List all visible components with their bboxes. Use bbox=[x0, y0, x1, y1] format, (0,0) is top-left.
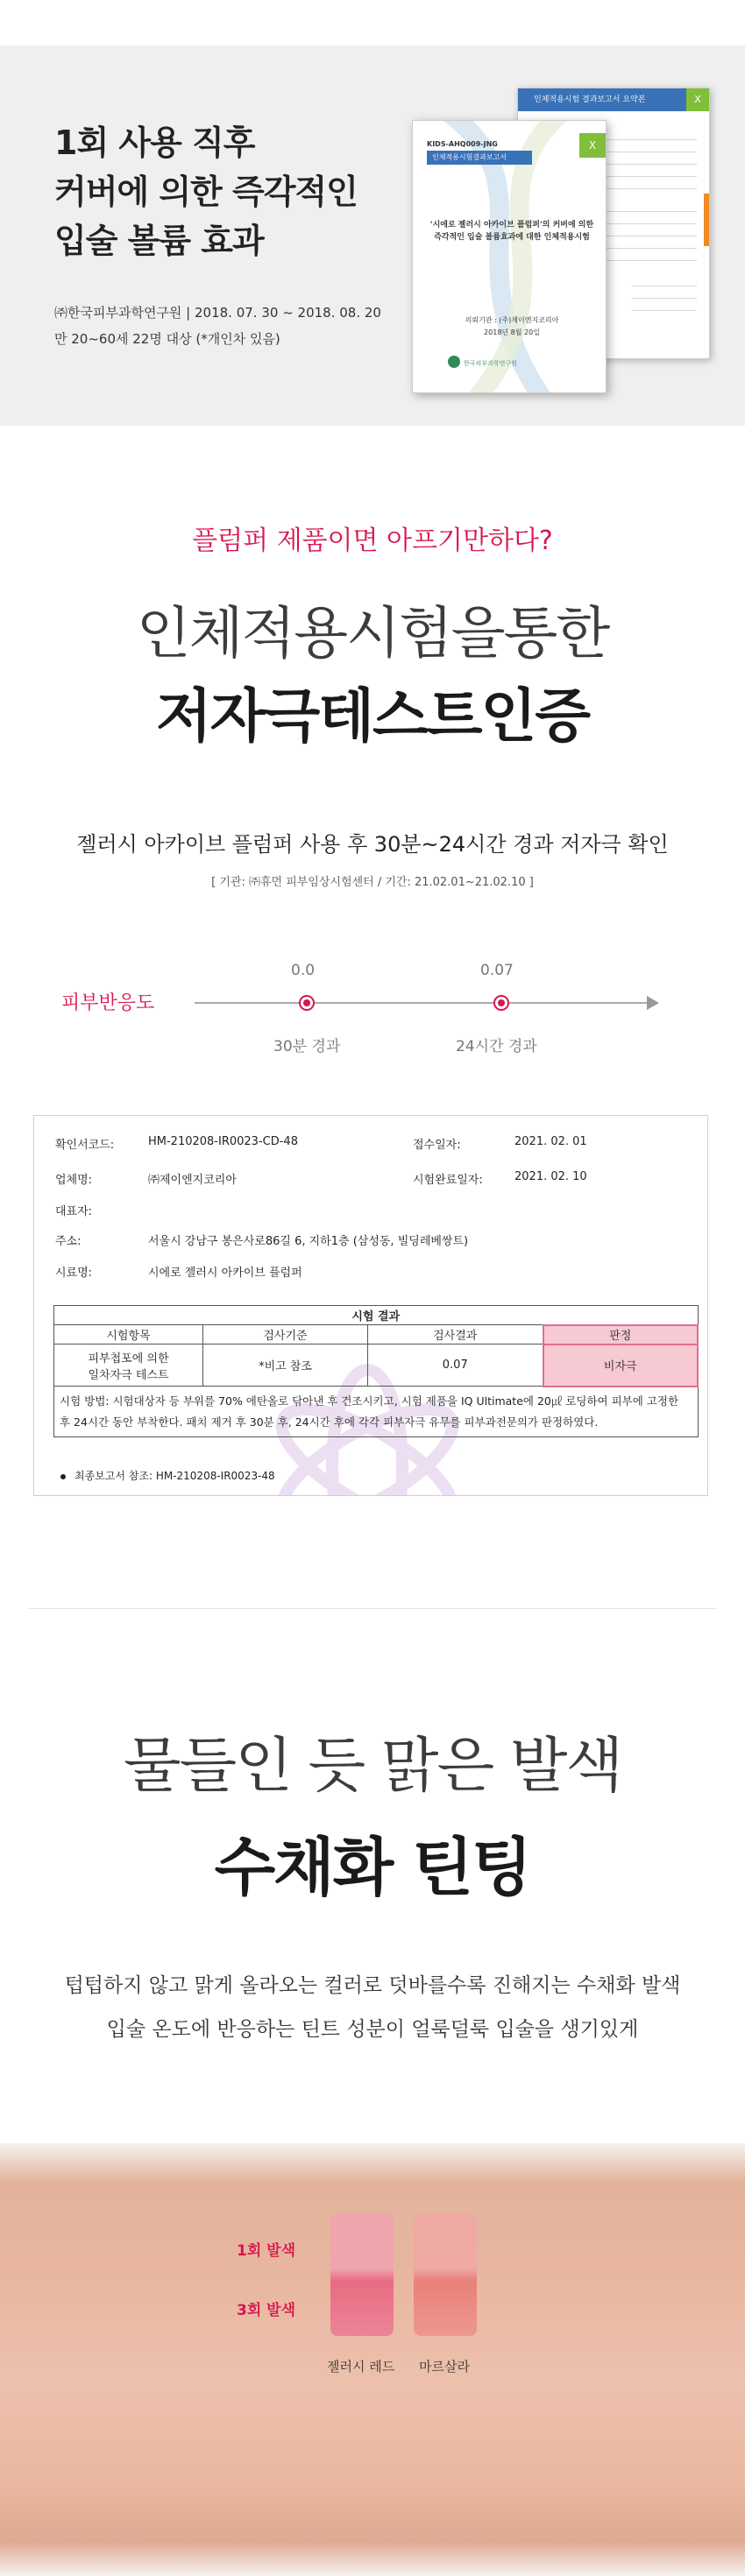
confirm-code-label: 확인서코드: bbox=[55, 1139, 115, 1152]
report-client: 의뢰기관 : (주)제이엔지코리아 bbox=[465, 316, 559, 324]
scale-time-24h: 24시간 경과 bbox=[456, 1038, 537, 1055]
section-divider bbox=[28, 1608, 717, 1609]
doc-rule bbox=[606, 211, 697, 212]
report-code: KIDS-AHQ009-JNG bbox=[427, 140, 498, 148]
completed-date-value: 2021. 02. 10 bbox=[514, 1170, 587, 1183]
institute-logo-icon bbox=[448, 356, 460, 368]
scale-value-24h: 0.07 bbox=[480, 962, 514, 979]
header-standard: 검사기준 bbox=[203, 1325, 368, 1344]
document-cover-tab-icon: X bbox=[579, 133, 606, 158]
footnote-bullet-icon bbox=[60, 1474, 66, 1479]
company-label: 업체명: bbox=[55, 1174, 93, 1187]
arm-swatch-photo bbox=[0, 2143, 745, 2576]
swatch-label-1-coat: 1회 발색 bbox=[237, 2242, 296, 2260]
received-date-label: 접수일자: bbox=[413, 1139, 461, 1152]
hero-meta-institute: ㈜한국피부과학연구원 | 2018. 07. 30 ~ 2018. 08. 20 bbox=[54, 305, 381, 321]
header-result: 검사결과 bbox=[368, 1325, 543, 1344]
report-title: '시에로 젤러시 아카이브 플럼퍼'의 커버에 의한 즉각적인 입술 볼륨효과에 대한 인체적용시험 bbox=[429, 221, 594, 242]
row-standard: *비고 참조 bbox=[203, 1344, 368, 1387]
reaction-scale-line bbox=[195, 1002, 650, 1004]
header-verdict: 판정 bbox=[543, 1325, 699, 1344]
doc-rule bbox=[632, 310, 697, 311]
tint-description-1: 텁텁하지 않고 맑게 올라오는 컬러로 덧바를수록 진해지는 수채화 발색 bbox=[64, 1974, 681, 1997]
result-table-title: 시험 결과 bbox=[54, 1306, 699, 1325]
hero-line-1: 1회 사용 직후 bbox=[54, 124, 255, 162]
report-summary-header: 인체적용시험 결과보고서 요약본 bbox=[518, 88, 710, 111]
confirm-code-value: HM-210208-IR0023-CD-48 bbox=[148, 1135, 298, 1148]
ceo-label: 대표자: bbox=[55, 1205, 93, 1218]
doc-rule bbox=[606, 223, 697, 224]
header-test-item: 시험항목 bbox=[54, 1325, 203, 1344]
scale-point-30min bbox=[299, 995, 315, 1011]
report-date: 2018년 8월 20일 bbox=[484, 328, 540, 336]
tint-title-line-2: 수채화 틴팅 bbox=[214, 1831, 531, 1904]
doc-rule bbox=[606, 188, 697, 189]
sample-label: 시료명: bbox=[55, 1267, 93, 1280]
company-value: ㈜제이엔지코리아 bbox=[148, 1174, 237, 1187]
swatch-name-marsala: 마르살라 bbox=[419, 2359, 470, 2375]
skin-reaction-label: 피부반응도 bbox=[61, 992, 155, 1014]
irritation-title-line-1: 인체적용시험을통한 bbox=[136, 602, 609, 667]
result-table bbox=[53, 1305, 699, 1437]
report-type-label: 인체적용시험결과보고서 bbox=[427, 151, 532, 165]
swatch-marsala bbox=[414, 2213, 477, 2336]
document-tab-icon: X bbox=[686, 88, 709, 111]
test-certificate bbox=[33, 1115, 708, 1496]
scale-point-24h bbox=[493, 995, 509, 1011]
report-institute: 한국피부과학연구원 bbox=[464, 360, 517, 367]
hero-meta-subjects: 만 20~60세 22명 대상 (*개인차 있음) bbox=[54, 331, 280, 347]
address-label: 주소: bbox=[55, 1235, 82, 1248]
sample-value: 시에로 젤러시 아카이브 플럼퍼 bbox=[148, 1267, 302, 1280]
doc-rule bbox=[606, 260, 697, 261]
doc-rule bbox=[606, 164, 697, 165]
report-footnote: 최종보고서 참조: HM-210208-IR0023-48 bbox=[74, 1470, 275, 1482]
doc-rule bbox=[606, 139, 697, 140]
hero-line-3: 입술 볼륨 효과 bbox=[54, 222, 264, 260]
doc-rule bbox=[606, 176, 697, 177]
swatch-name-jealousy-red: 젤러시 레드 bbox=[327, 2359, 395, 2375]
completed-date-label: 시험완료일자: bbox=[413, 1174, 483, 1187]
irritation-subtitle: 젤러시 아카이브 플럼퍼 사용 후 30분~24시간 경과 저자극 확인 bbox=[76, 832, 669, 857]
row-test-item-line-2: 일차자극 테스트 bbox=[88, 1368, 169, 1382]
scale-time-30min: 30분 경과 bbox=[273, 1038, 341, 1055]
swatch-label-3-coat: 3회 발색 bbox=[237, 2302, 296, 2319]
row-result: 0.07 bbox=[368, 1344, 543, 1387]
row-verdict: 비자극 bbox=[543, 1344, 699, 1387]
hero-line-2: 커버에 의한 즉각적인 bbox=[54, 173, 358, 211]
test-method-note: 시험 방법: 시험대상자 등 부위를 70% 에탄올로 닦아낸 후 건조시키고, 시험 제품을 IQ Ultimate에 20㎕ 로딩하여 피부에 고정한 후 24시간 동안 부착한다. 패치 제거 후 30분 후, 24시간 후에 각각 피부자극 유무를 피부과전문의가 판정하였다. bbox=[54, 1387, 699, 1437]
volume-test-section bbox=[0, 46, 745, 426]
doc-rule bbox=[606, 248, 697, 249]
irritation-title-line-2: 저자극테스트인증 bbox=[155, 682, 590, 750]
address-value: 서울시 강남구 봉은사로86길 6, 지하1층 (삼성동, 빌딩레베쌍트) bbox=[148, 1235, 469, 1248]
irritation-source: [ 기관: ㈜휴먼 피부임상시험센터 / 기간: 21.02.01~21.02.10 ] bbox=[211, 876, 534, 889]
scale-value-30min: 0.0 bbox=[291, 962, 316, 979]
doc-rule bbox=[632, 298, 697, 299]
tint-title-line-1: 물들인 듯 맑은 발색 bbox=[123, 1732, 622, 1801]
row-test-item bbox=[54, 1344, 203, 1387]
swatch-jealousy-red bbox=[330, 2213, 394, 2336]
report-cover-document bbox=[412, 120, 607, 393]
irritation-question: 플럼퍼 제품이면 아프기만하다? bbox=[192, 526, 553, 556]
row-test-item-line-1: 피부첩포에 의한 bbox=[88, 1352, 169, 1366]
received-date-value: 2021. 02. 01 bbox=[514, 1135, 587, 1148]
doc-side-marker bbox=[704, 194, 710, 246]
tint-description-2: 입술 온도에 반응하는 틴트 성분이 얼룩덜룩 입술을 생기있게 bbox=[106, 2018, 639, 2041]
scale-arrow-icon bbox=[647, 996, 659, 1010]
